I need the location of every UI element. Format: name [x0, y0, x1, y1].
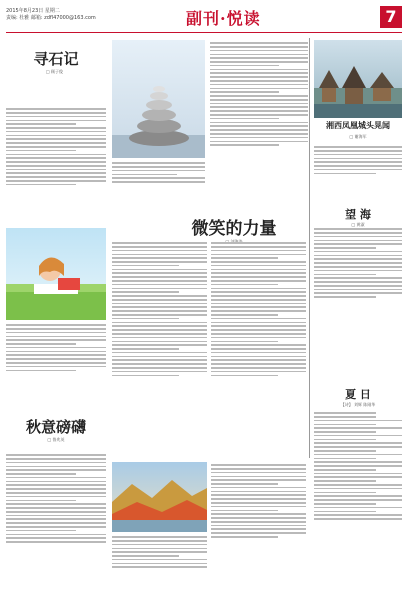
- issue-date: 2015年8月23日 星期二: [6, 8, 60, 14]
- girl-reading-photo: [6, 228, 106, 320]
- page-header: [0, 0, 408, 34]
- article-2-body-col3: [211, 240, 306, 460]
- article-4-heading: [314, 120, 402, 134]
- article-6-body: [314, 410, 402, 596]
- column-divider: [309, 38, 310, 458]
- page-number: 7: [380, 6, 402, 28]
- article-1-body: [6, 106, 106, 226]
- article-4-author: □ 谢海军: [349, 134, 367, 139]
- article-6-heading: [314, 380, 402, 406]
- article-3-heading: [6, 404, 106, 448]
- article-1-title: 寻石记: [33, 50, 79, 68]
- section-title: 副刊·悦读: [186, 9, 261, 28]
- article-2-body-col1: [6, 322, 106, 400]
- article-6-author: 【诗】 刘辉 陈刚华: [340, 402, 376, 407]
- header-rule: [6, 32, 402, 33]
- article-2-body-col2: [112, 240, 207, 460]
- article-5-title: 望 海: [345, 208, 371, 221]
- article-1-body-col3: [210, 40, 308, 200]
- article-4-author-wrap: [314, 134, 402, 142]
- article-3-author: □ 鲁兆英: [47, 437, 65, 442]
- article-2-title: 微笑的力量: [191, 219, 277, 239]
- girl-illustration: [6, 228, 106, 320]
- editor-info: 责编: 杜雅 邮箱: zdfl47000@163.com: [6, 15, 96, 21]
- article-3-body-col2: [112, 534, 207, 596]
- article-2-heading: [160, 200, 308, 240]
- article-3-body-col1: [6, 452, 106, 596]
- article-3-title: 秋意磅礴: [25, 418, 86, 436]
- phoenix-town-photo: [314, 40, 402, 118]
- article-3-body-col3: [211, 462, 306, 596]
- autumn-landscape-photo: [112, 462, 207, 532]
- stones-illustration: [112, 40, 205, 158]
- stones-photo: [112, 40, 205, 158]
- article-4-body: [314, 144, 402, 196]
- article-1-heading: [6, 38, 106, 104]
- article-5-heading: [314, 202, 402, 227]
- article-1-author: □ 顾子俊: [46, 69, 64, 74]
- article-6-title: 夏 日: [345, 388, 371, 401]
- autumn-illustration: [112, 462, 207, 532]
- article-1-body-cont: [112, 160, 205, 196]
- article-5-author: □ 黄淑: [351, 222, 365, 227]
- town-illustration: [314, 40, 402, 118]
- article-5-body: [314, 226, 402, 376]
- article-4-title: 湘西凤凰城头晃闻: [326, 120, 390, 130]
- header-meta: [6, 8, 96, 22]
